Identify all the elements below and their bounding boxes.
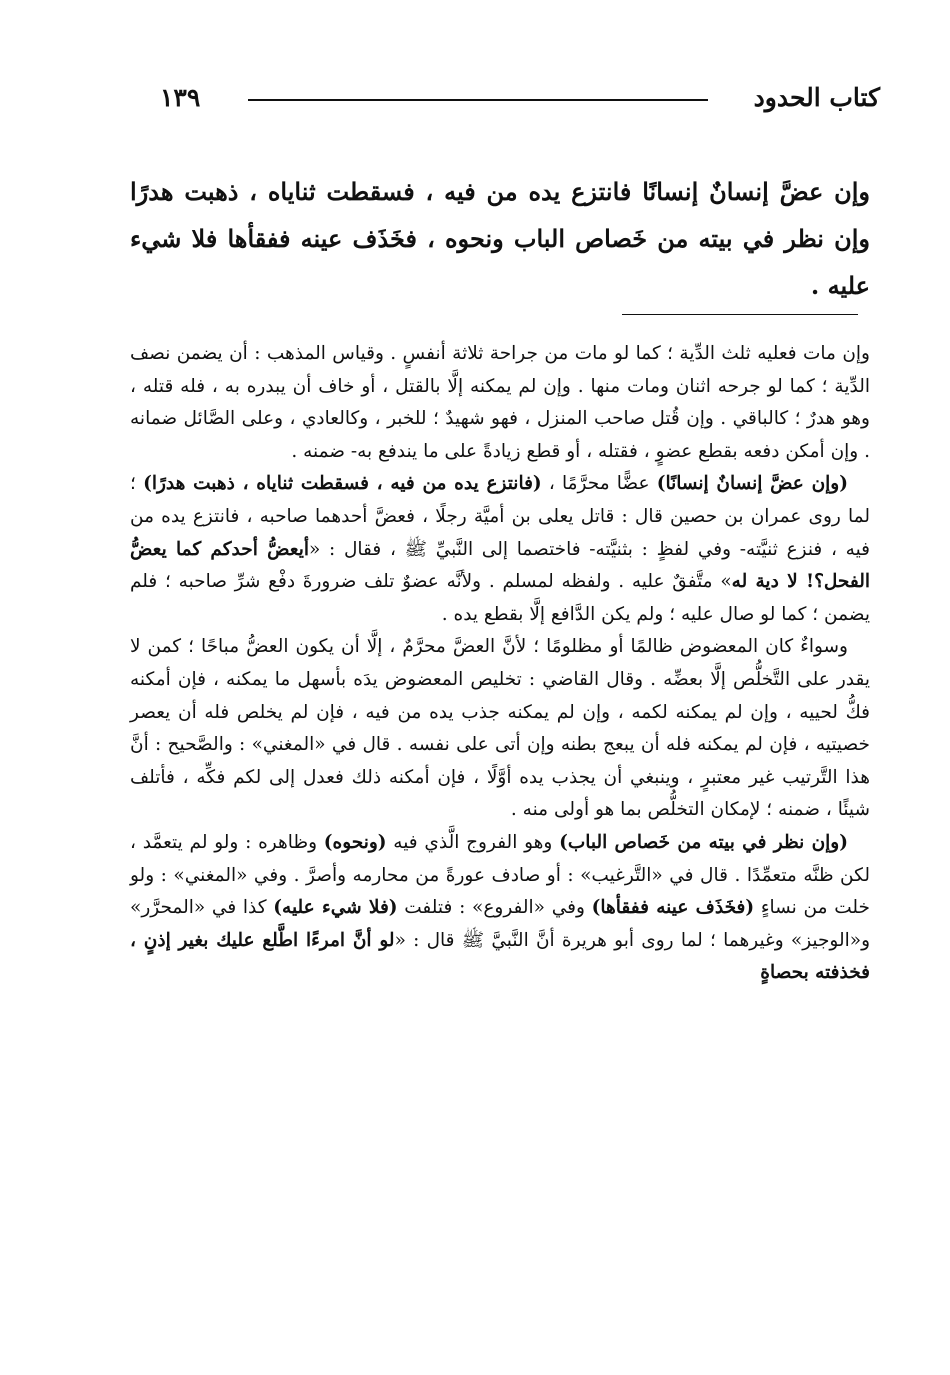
hadith-quote: أيعضُّ أحدكم كما يعضُّ الفحل؟! لا دية له xyxy=(130,538,871,593)
commentary-text: عضًّا محرَّمًا ، xyxy=(541,473,657,495)
commentary-text: وظاهره : ولو لم يتعمَّد ، لكن ظنَّه متعمِّدًا . قال في «التَّرغيب» : أو صادف عورةً من محارمه وأصرَّ . وفي «المغني» : ولو خلت من نساءٍ xyxy=(130,831,870,919)
commentary-text: ؛ لما روى عمران بن حصين قال : قاتل يعلى بن أميَّة رجلًا ، فعضَّ أحدهما صاحبه ، فانتزع يده من فيه ، فنزع ثنيَّته- وفي لفظٍ : بثنيَّته- فاختصما إلى النَّبيِّ ﷺ ، فقال : « xyxy=(130,473,871,560)
commentary-paragraph-4 xyxy=(130,827,870,990)
matn-separator xyxy=(622,314,858,315)
matn-quote: (فخَذَف عينه ففقأها) xyxy=(591,897,755,919)
matn-text: وإن عضَّ إنسانٌ إنسانًا فانتزع يده من فيه ، فسقطت ثناياه ، ذهبت هدرًا وإن نظر في بيته من خَصاص الباب ونحوه ، فخَذَف عينه ففقأها فلا شيء عليه . xyxy=(130,177,871,300)
commentary-paragraph-2 xyxy=(130,468,870,631)
page-number: ١٣٩ xyxy=(160,83,201,112)
page-header xyxy=(160,78,880,118)
commentary-text: وفي «الفروع» : فتلفت xyxy=(397,897,592,919)
matn-quote: (وإن نظر في بيته من خَصاص الباب) xyxy=(559,831,848,853)
header-rule xyxy=(248,99,708,101)
commentary-text: وهو الفروج الَّذي فيه xyxy=(386,831,560,853)
commentary-text: » متَّفقٌ عليه . ولفظه لمسلم . ولأنَّه عضوٌ تلف ضرورةَ دفْع شرِّ صاحبه ؛ فلم يضمن ؛ كما لو صال عليه ؛ ولم يكن الدَّافع إلَّا بقطع يده . xyxy=(130,571,870,625)
matn-quote: (فانتزع يده من فيه ، فسقطت ثناياه ، ذهبت هدرًا) xyxy=(143,473,542,495)
commentary-paragraph-1: وإن مات فعليه ثلث الدِّية ؛ كما لو مات من جراحة ثلاثة أنفسٍ . وقياس المذهب : أن يضمن نصف الدِّية ؛ كما لو جرحه اثنان ومات منها . وإن لم يمكنه إلَّا بالقتل ، أو خاف أن يبدره به ، فله قتله ، وهو هدرٌ ؛ كالباقي . وإن قُتل صاحب المنزل ، فهو شهيدٌ ؛ للخبر ، وكالعادي ، وعلى الصَّائل ضمانه . وإن أمكن دفعه بقطع عضوٍ ، فقتله ، أو قطع زيادةً على ما يندفع به- ضمنه . xyxy=(130,343,870,462)
hadith-quote: لو أنَّ امرءًا اطَّلع عليك بغير إذنٍ ، فخذفته بحصاةٍ xyxy=(130,929,870,984)
matn-quote: (وإن عضَّ إنسانٌ إنسانًا) xyxy=(656,473,848,495)
commentary-paragraph-3: وسواءٌ كان المعضوض ظالمًا أو مظلومًا ؛ لأنَّ العضَّ محرَّمٌ ، إلَّا أن يكون العضُّ مباحًا ؛ كمن لا يقدر على التَّخلُّص إلَّا بعضِّه . وقال القاضي : تخليص المعضوض يدَه بأسهل ما يمكنه ، فإن أمكنه فكُّ لحييه ، وإن لم يمكنه لكمه ، وإن لم يمكنه جذب يده من فيه ، فإن لم يخلص فله أن يعصر خصيتيه ، فإن لم يمكنه فله أن يبعج بطنه وإن أتى على نفسه . قال في «المغني» : والصَّحيح : أنَّ هذا التَّرتيب غير معتبرٍ ، وينبغي أن يجذب يده أوَّلًا ، فإن أمكنه ذلك فعدل إلى لكم فكِّه ، فأتلف شيئًا ، ضمنه ؛ لإمكان التخلُّص بما هو أولى منه . xyxy=(130,636,870,821)
commentary xyxy=(130,338,870,990)
matn-quote: (ونحوه) xyxy=(323,831,387,853)
running-title: كتاب الحدود xyxy=(753,83,880,112)
commentary-text: كذا في «المحرَّر» و«الوجيز» وغيرهما ؛ لما روى أبو هريرة أنَّ النَّبيَّ ﷺ قال : « xyxy=(130,897,870,951)
matn-quote: (فلا شيء عليه) xyxy=(273,897,398,919)
